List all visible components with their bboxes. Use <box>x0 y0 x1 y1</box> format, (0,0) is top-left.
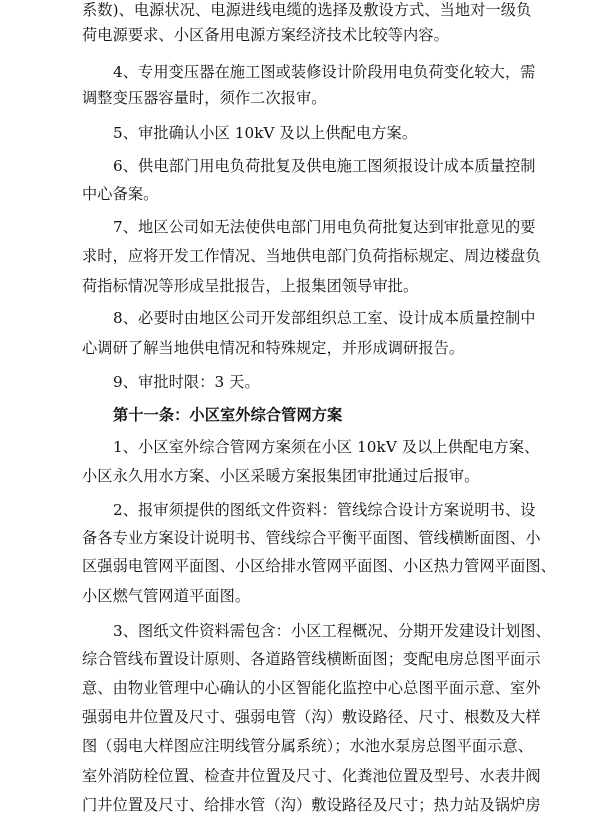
text-line-7: 中心备案。 <box>82 185 159 203</box>
text-line-9: 求时，应将开发工作情况、当地供电部门负荷指标规定、周边楼盘负 <box>82 247 541 265</box>
text-line-22: 综合管线布置设计原则、各道路管线横断面图；变配电房总图平面示 <box>82 650 541 668</box>
text-line-25: 图（弱电大样图应注明线管分属系统）；水池水泵房总图平面示意、 <box>82 737 534 755</box>
text-line-16: 小区永久用水方案、小区采暖方案报集团审批通过后报审。 <box>82 467 480 485</box>
text-line-6: 6、供电部门用电负荷批复及供电施工图须报设计成本质量控制 <box>113 157 536 175</box>
text-line-18: 备各专业方案设计说明书、管线综合平衡平面图、管线横断面图、小 <box>82 529 541 547</box>
text-line-5: 5、审批确认小区 10kV 及以上供配电方案。 <box>113 124 418 142</box>
text-line-23: 意、由物业管理中心确认的小区智能化监控中心总图平面示意、室外 <box>82 679 541 697</box>
text-line-12: 心调研了解当地供电情况和特殊规定，并形成调研报告。 <box>82 339 465 357</box>
text-line-4: 调整变压器容量时，须作二次报审。 <box>82 89 327 107</box>
text-line-15: 1、小区室外综合管网方案须在小区 10kV 及以上供配电方案、 <box>113 438 540 456</box>
section-heading: 第十一条：小区室外综合管网方案 <box>113 406 343 424</box>
text-line-17: 2、报审须提供的图纸文件资料：管线综合设计方案说明书、设 <box>113 501 536 519</box>
text-line-21: 3、图纸文件资料需包含：小区工程概况、分期开发建设计划图、 <box>113 622 551 640</box>
text-line-13: 9、审批时限：3 天。 <box>113 373 260 391</box>
text-line-27: 门井位置及尺寸、给排水管（沟）敷设路径及尺寸；热力站及锅炉房 <box>82 796 541 814</box>
text-line-3: 4、专用变压器在施工图或装修设计阶段用电负荷变化较大，需 <box>113 63 536 81</box>
text-line-11: 8、必要时由地区公司开发部组织总工室、设计成本质量控制中 <box>113 309 536 327</box>
text-line-2: 荷电源要求、小区备用电源方案经济技术比较等内容。 <box>82 26 449 44</box>
text-line-10: 荷指标情况等形成呈批报告，上报集团领导审批。 <box>82 277 419 295</box>
text-line-24: 强弱电井位置及尺寸、强弱电管（沟）敷设路径、尺寸、根数及大样 <box>82 708 541 726</box>
text-line-26: 室外消防栓位置、检查井位置及尺寸、化粪池位置及型号、水表井阀 <box>82 767 541 785</box>
text-line-20: 小区燃气管网道平面图。 <box>82 587 251 605</box>
text-line-1: 系数)、电源状况、电源进线电缆的选择及敷设方式、当地对一级负 <box>82 1 532 19</box>
text-line-8: 7、地区公司如无法使供电部门用电负荷批复达到审批意见的要 <box>113 218 536 236</box>
text-line-19: 区强弱电管网平面图、小区给排水管网平面图、小区热力管网平面图、 <box>82 557 556 575</box>
